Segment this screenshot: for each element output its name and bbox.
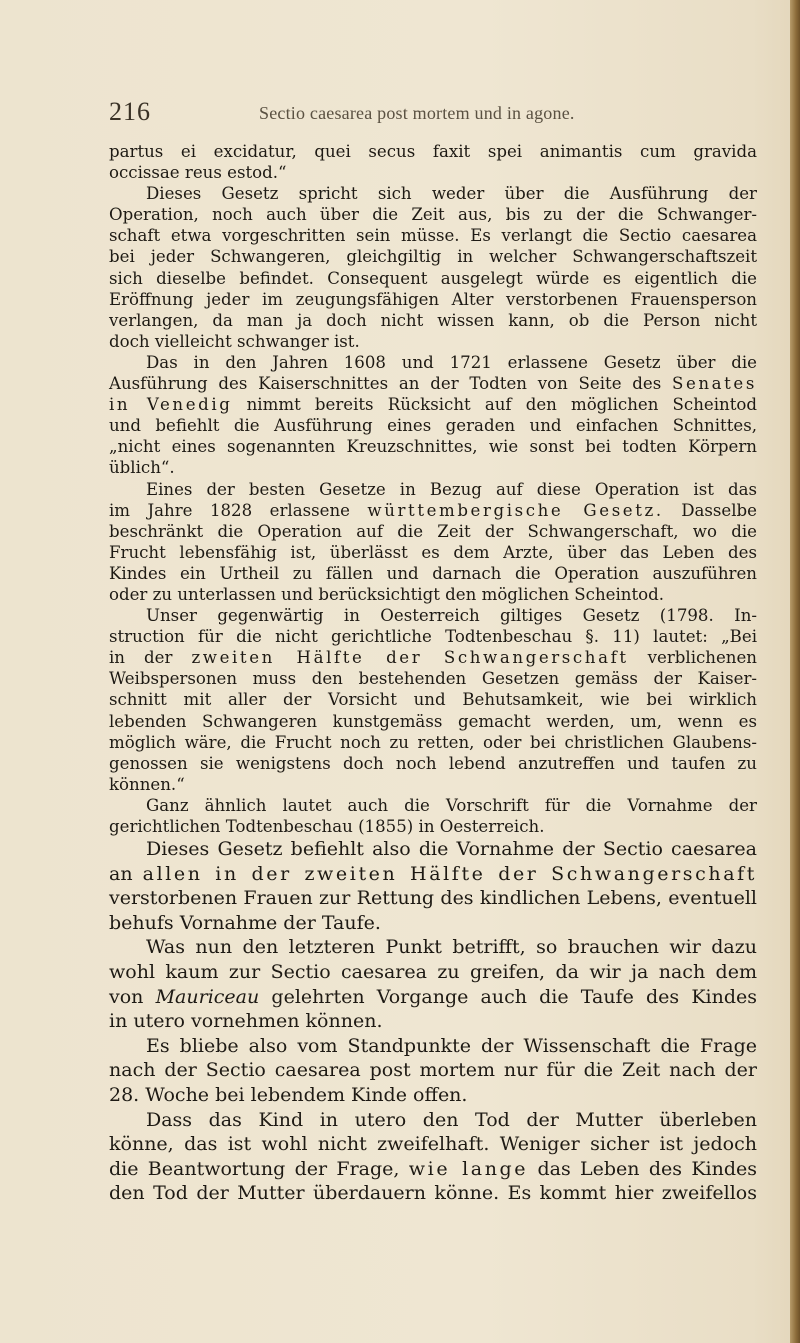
text-line [109,985,757,1010]
text-line [109,373,757,394]
text-line: partus ei excidatur, quei secus faxit spei animantis cum gravida [109,142,757,161]
text-line [109,647,757,668]
text-line: Dass das Kind in utero den Tod der Mutter überleben [146,1108,757,1131]
text-line: bei jeder Schwangeren, gleichgiltig in welcher Schwangerschaftszeit [109,247,757,267]
spaced-emphasis: zweiten Hälfte der Schwangerschaft [191,648,629,668]
text-line: Das in den Jahren 1608 und 1721 erlassene Gesetz über die [146,352,757,372]
paragraph [109,352,757,479]
spaced-emphasis: allen in der zweiten Hälfte der Schwangerschaft [142,862,757,885]
text-line: schnitt mit aller der Vorsicht und Behutsamkeit, wie bei wirklich [109,690,757,710]
paragraph [109,183,757,352]
text-line: 28. Woche bei lebendem Kinde offen. [109,1084,468,1107]
text-run: das Leben des Kindes [537,1157,758,1180]
text-run: an [109,862,133,885]
large-type-section [109,837,757,1206]
text-line: genossen sie wenigstens doch noch lebend anzutreffen und taufen zu [109,753,757,773]
text-line: Ganz ähnlich lautet auch die Vorschrift für die Vornahme der [146,795,757,815]
text-run: im Jahre 1828 erlassene [109,500,350,520]
text-line: Operation, noch auch über die Zeit aus, bis zu der die Schwanger- [109,205,757,225]
text-line: lebenden Schwangeren kunstgemäss gemacht werden, um, wenn es [109,711,757,731]
text-line: Dieses Gesetz befiehlt also die Vornahme der Sectio caesarea [146,838,757,861]
text-run: von [109,985,144,1008]
paragraph [109,605,757,795]
paragraph [109,1108,757,1206]
page-number: 216 [109,97,151,126]
text-line: sich dieselbe befindet. Consequent ausgelegt würde es eigentlich die [109,268,757,288]
text-line: schaft etwa vorgeschritten sein müsse. Es verlangt die Sectio caesarea [109,226,757,246]
paragraph [109,1034,757,1108]
text-line: occissae reus estod.“ [109,163,287,183]
text-line: oder zu unterlassen und berücksichtigt den möglichen Scheintod. [109,584,665,604]
running-title: Sectio caesarea post mortem und in agone. [259,103,575,123]
text-run: in der [109,648,173,668]
text-line: nach der Sectio caesarea post mortem nur für die Zeit nach der [109,1059,757,1082]
text-line [109,1157,757,1182]
text-line: üblich“. [109,458,175,478]
text-line: Frucht lebensfähig ist, überlässt es dem Arzte, über das Leben des [109,542,757,562]
text-line: gerichtlichen Todtenbeschau (1855) in Oesterreich. [109,817,545,836]
text-line [109,500,757,521]
text-line: „nicht eines sogenannten Kreuzschnittes, wie sonst bei todten Körpern [109,437,757,457]
text-line: verstorbenen Frauen zur Rettung des kindlichen Lebens, eventuell [109,887,757,910]
text-run: die Beantwortung der Frage, [109,1157,400,1180]
text-line [109,862,757,887]
body-text [109,141,757,1206]
text-line: den Tod der Mutter überdauern könne. Es kommt hier zweifellos [109,1182,757,1205]
text-line: doch vielleicht schwanger ist. [109,331,360,351]
spaced-emphasis: in Venedig [109,395,233,415]
text-line: möglich wäre, die Frucht noch zu retten, oder bei christlichen Glaubens- [109,732,757,752]
paragraph [109,935,757,1033]
text-line: Dieses Gesetz spricht sich weder über die Ausführung der [146,184,757,204]
spaced-emphasis: wie lange [408,1157,529,1180]
text-line: Eröffnung jeder im zeugungsfähigen Alter verstorbenen Frauensperson [109,289,757,309]
paragraph [109,837,757,935]
text-line: Es bliebe also vom Standpunkte der Wissenschaft die Frage [146,1034,757,1057]
text-line: beschränkt die Operation auf die Zeit der Schwangerschaft, wo die [109,521,757,541]
spaced-emphasis: Senates [672,374,757,394]
text-line [109,394,757,415]
text-line: und befiehlt die Ausführung eines geraden und einfachen Schnittes, [109,416,757,436]
text-run: verblichenen [647,648,757,668]
page-edge [790,0,800,1343]
paragraph [109,479,757,606]
text-line: Was nun den letzteren Punkt betrifft, so brauchen wir dazu [146,936,757,959]
text-line: in utero vornehmen können. [109,1010,383,1033]
text-line: könne, das ist wohl nicht zweifelhaft. Weniger sicher ist jedoch [109,1133,757,1156]
text-line: Kindes ein Urtheil zu fällen und darnach die Operation auszuführen [109,563,757,583]
spaced-emphasis: württembergische Gesetz. [367,500,664,520]
text-run: Dasselbe [681,500,757,520]
author-name: Mauriceau [155,985,260,1008]
text-line: wohl kaum zur Sectio caesarea zu greifen, da wir ja nach dem [109,961,757,984]
text-line: Eines der besten Gesetze in Bezug auf diese Operation ist das [146,479,757,499]
text-run: gelehrten Vorgange auch die Taufe des Kindes [271,985,757,1008]
page-header [109,97,759,131]
text-line: verlangen, da man ja doch nicht wissen kann, ob die Person nicht [109,310,757,330]
text-line: können.“ [109,774,185,794]
paragraph-continuation [109,141,757,183]
text-line: behufs Vornahme der Taufe. [109,911,381,934]
text-run: Ausführung des Kaiserschnittes an der Todten von Seite des [109,374,662,394]
paragraph [109,795,757,837]
text-line: Unser gegenwärtig in Oesterreich giltiges Gesetz (1798. In- [146,606,757,626]
text-line: struction für die nicht gerichtliche Todtenbeschau §. 11) lautet: „Bei [109,627,757,647]
text-run: nimmt bereits Rücksicht auf den möglichen Scheintod [246,395,757,415]
text-line: Weibspersonen muss den bestehenden Gesetzen gemäss der Kaiser- [109,669,757,689]
